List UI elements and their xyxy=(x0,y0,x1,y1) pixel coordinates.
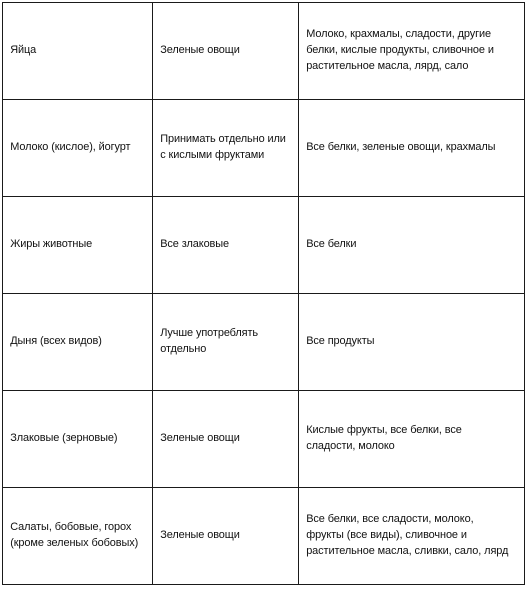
incompatible-cell xyxy=(299,294,516,391)
compatible-cell xyxy=(153,488,293,585)
incompatible-cell xyxy=(299,3,516,100)
table-row xyxy=(3,488,525,585)
product-cell xyxy=(3,3,147,100)
compatible-cell xyxy=(153,197,293,294)
compatible-text: Все злаковые xyxy=(159,238,229,251)
product-cell xyxy=(3,488,147,585)
compatible-text: Зеленые овощи xyxy=(159,44,240,57)
compatible-text: Зеленые овощи xyxy=(159,432,240,445)
compatible-text: Принимать отдельно или с кислыми фруктами xyxy=(159,133,286,161)
product-cell xyxy=(3,197,147,294)
incompatible-cell xyxy=(299,197,516,294)
product-text: Молоко (кислое), йогурт xyxy=(9,141,130,154)
incompatible-cell xyxy=(299,391,516,488)
product-cell xyxy=(3,294,147,391)
incompatible-text: Все белки, зеленые овощи, крахмалы xyxy=(305,141,495,154)
incompatible-text: Все белки xyxy=(305,238,356,251)
document-page xyxy=(2,2,524,584)
incompatible-text: Молоко, крахмалы, сладости, другие белки, кислые продукты, сливочное и растительное масла, лярд, сало xyxy=(305,28,494,72)
table-row xyxy=(3,100,525,197)
product-text: Дыня (всех видов) xyxy=(9,335,102,348)
incompatible-text: Кислые фрукты, все белки, все сладости, молоко xyxy=(305,424,462,452)
table-row xyxy=(3,294,525,391)
incompatible-cell xyxy=(299,488,516,585)
compatible-cell xyxy=(153,391,293,488)
product-text: Яйца xyxy=(9,44,36,57)
compatible-text: Лучше употреблять отдельно xyxy=(159,327,258,355)
compatible-text: Зеленые овощи xyxy=(159,529,240,542)
product-text: Злаковые (зерновые) xyxy=(9,432,117,445)
product-text: Жиры животные xyxy=(9,238,92,251)
product-text: Салаты, бобовые, горох (кроме зеленых бобовых) xyxy=(9,521,138,549)
food-combination-table xyxy=(2,2,525,585)
incompatible-text: Все продукты xyxy=(305,335,374,348)
incompatible-cell xyxy=(299,100,516,197)
table-row xyxy=(3,197,525,294)
compatible-cell xyxy=(153,3,293,100)
table-row xyxy=(3,391,525,488)
product-cell xyxy=(3,391,147,488)
product-cell xyxy=(3,100,147,197)
incompatible-text: Все белки, все сладости, молоко, фрукты (все виды), сливочное и растительное масла, сливки, сало, лярд xyxy=(305,513,508,557)
compatible-cell xyxy=(153,294,293,391)
compatible-cell xyxy=(153,100,293,197)
table-row xyxy=(3,3,525,100)
